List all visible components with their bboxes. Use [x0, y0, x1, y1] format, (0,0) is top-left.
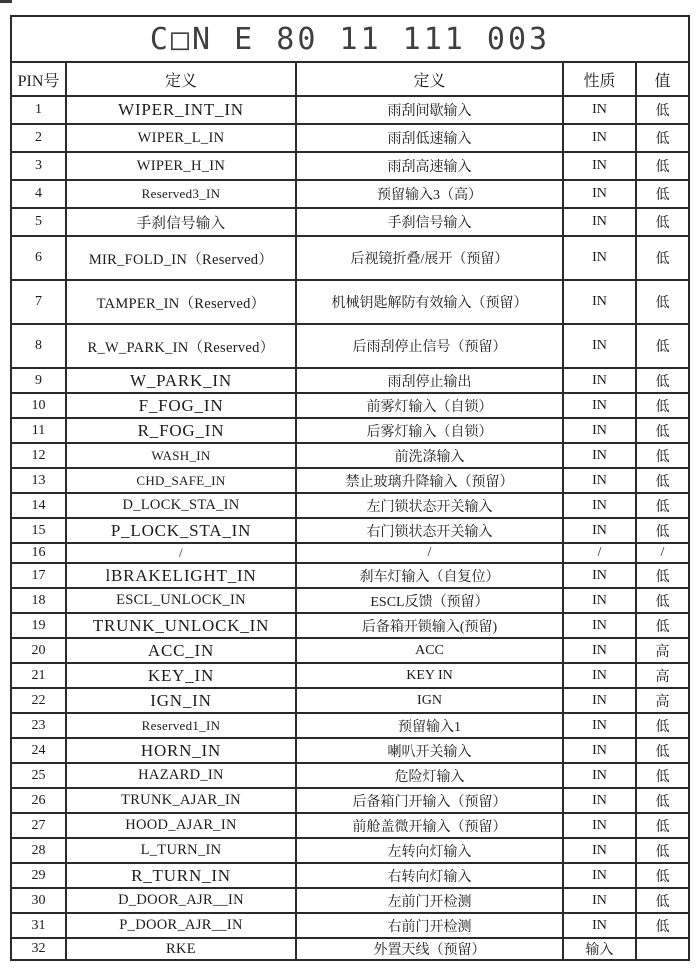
definition-cn-cell: 雨刮高速输入: [296, 152, 563, 180]
definition-cn-cell: 左门锁状态开关输入: [296, 493, 563, 518]
pin-row: [11, 863, 689, 888]
pin-number-cell: 5: [11, 208, 66, 236]
pin-number-cell: 10: [11, 393, 66, 418]
definition-cn-cell: 外置天线（预留）: [296, 938, 563, 960]
pin-row: [11, 393, 689, 418]
value-cell: 低: [636, 208, 689, 236]
definition-en-cell: WIPER_INT_IN: [66, 96, 296, 124]
definition-en-cell: R_W_PARK_IN（Reserved）: [66, 324, 296, 368]
definition-cn-cell: 刹车灯输入（自复位）: [296, 563, 563, 588]
property-cell: /: [563, 543, 636, 563]
pin-number-cell: 26: [11, 788, 66, 813]
definition-cn-cell: 喇叭开关输入: [296, 738, 563, 763]
value-cell: 低: [636, 152, 689, 180]
pin-number-cell: 7: [11, 280, 66, 324]
property-cell: IN: [563, 418, 636, 443]
value-cell: 低: [636, 443, 689, 468]
pin-number-cell: 12: [11, 443, 66, 468]
value-cell: 高: [636, 663, 689, 688]
column-header-property: 性质: [563, 62, 636, 96]
pin-number-cell: 17: [11, 563, 66, 588]
property-cell: IN: [563, 236, 636, 280]
pin-row: [11, 813, 689, 838]
pin-row: [11, 838, 689, 863]
pin-number-cell: 28: [11, 838, 66, 863]
pin-row: [11, 788, 689, 813]
pin-number-cell: 15: [11, 518, 66, 543]
pin-row: [11, 638, 689, 663]
definition-cn-cell: 预留输入3（高）: [296, 180, 563, 208]
value-cell: 低: [636, 280, 689, 324]
column-header-definition-en: 定义: [66, 62, 296, 96]
pin-number-cell: 24: [11, 738, 66, 763]
value-cell: 低: [636, 96, 689, 124]
pin-number-cell: 21: [11, 663, 66, 688]
property-cell: IN: [563, 913, 636, 938]
definition-cn-cell: 左转向灯输入: [296, 838, 563, 863]
property-cell: IN: [563, 180, 636, 208]
definition-cn-cell: 前洗涤输入: [296, 443, 563, 468]
definition-cn-cell: 前舱盖微开输入（预留）: [296, 813, 563, 838]
value-cell: 低: [636, 518, 689, 543]
property-cell: IN: [563, 493, 636, 518]
value-cell: 低: [636, 418, 689, 443]
value-cell: 低: [636, 124, 689, 152]
definition-cn-cell: 机械钥匙解防有效输入（预留）: [296, 280, 563, 324]
definition-en-cell: /: [66, 543, 296, 563]
property-cell: IN: [563, 518, 636, 543]
value-cell: 低: [636, 588, 689, 613]
pin-row: [11, 588, 689, 613]
pin-number-cell: 27: [11, 813, 66, 838]
scan-artifact-mark: [0, 0, 12, 3]
pin-row: [11, 663, 689, 688]
pin-number-cell: 3: [11, 152, 66, 180]
definition-en-cell: L_TURN_IN: [66, 838, 296, 863]
value-cell: 低: [636, 838, 689, 863]
definition-en-cell: ESCL_UNLOCK_IN: [66, 588, 296, 613]
definition-cn-cell: 前雾灯输入（自锁）: [296, 393, 563, 418]
value-cell: 低: [636, 368, 689, 393]
definition-cn-cell: 雨刮低速输入: [296, 124, 563, 152]
definition-en-cell: P_DOOR_AJR__IN: [66, 913, 296, 938]
definition-cn-cell: 后备箱门开输入（预留）: [296, 788, 563, 813]
definition-cn-cell: 右前门开检测: [296, 913, 563, 938]
property-cell: IN: [563, 888, 636, 913]
definition-en-cell: P_LOCK_STA_IN: [66, 518, 296, 543]
definition-en-cell: TAMPER_IN（Reserved）: [66, 280, 296, 324]
definition-en-cell: Reserved3_IN: [66, 180, 296, 208]
pin-number-cell: 19: [11, 613, 66, 638]
property-cell: IN: [563, 563, 636, 588]
value-cell: 低: [636, 180, 689, 208]
definition-cn-cell: ESCL反馈（预留）: [296, 588, 563, 613]
definition-en-cell: TRUNK_UNLOCK_IN: [66, 613, 296, 638]
definition-en-cell: ACC_IN: [66, 638, 296, 663]
property-cell: IN: [563, 393, 636, 418]
property-cell: 输入: [563, 938, 636, 960]
value-cell: 低: [636, 324, 689, 368]
definition-cn-cell: 禁止玻璃升降输入（预留）: [296, 468, 563, 493]
pin-row: [11, 888, 689, 913]
value-cell: 低: [636, 738, 689, 763]
definition-en-cell: IGN_IN: [66, 688, 296, 713]
pin-row: [11, 124, 689, 152]
pin-number-cell: 8: [11, 324, 66, 368]
pin-row: [11, 280, 689, 324]
pin-number-cell: 29: [11, 863, 66, 888]
definition-cn-cell: 后备箱开锁输入(预留): [296, 613, 563, 638]
pin-number-cell: 25: [11, 763, 66, 788]
pin-row: [11, 180, 689, 208]
definition-en-cell: WIPER_H_IN: [66, 152, 296, 180]
property-cell: IN: [563, 368, 636, 393]
value-cell: 低: [636, 236, 689, 280]
definition-cn-cell: 左前门开检测: [296, 888, 563, 913]
pin-row: [11, 763, 689, 788]
property-cell: IN: [563, 638, 636, 663]
property-cell: IN: [563, 613, 636, 638]
definition-en-cell: D_DOOR_AJR__IN: [66, 888, 296, 913]
column-header-definition-cn: 定义: [296, 62, 563, 96]
column-header-value: 值: [636, 62, 689, 96]
definition-cn-cell: ACC: [296, 638, 563, 663]
pin-definition-table: [10, 15, 690, 961]
pin-row: [11, 368, 689, 393]
property-cell: IN: [563, 324, 636, 368]
definition-cn-cell: IGN: [296, 688, 563, 713]
property-cell: IN: [563, 863, 636, 888]
definition-en-cell: lBRAKELIGHT_IN: [66, 563, 296, 588]
definition-cn-cell: 手刹信号输入: [296, 208, 563, 236]
definition-en-cell: RKE: [66, 938, 296, 960]
pin-table-body: [11, 96, 689, 960]
definition-cn-cell: 后视镜折叠/展开（预留）: [296, 236, 563, 280]
definition-en-cell: MIR_FOLD_IN（Reserved）: [66, 236, 296, 280]
definition-en-cell: WASH_IN: [66, 443, 296, 468]
pin-number-cell: 9: [11, 368, 66, 393]
property-cell: IN: [563, 838, 636, 863]
definition-en-cell: R_FOG_IN: [66, 418, 296, 443]
pin-row: [11, 563, 689, 588]
definition-cn-cell: 后雾灯输入（自锁）: [296, 418, 563, 443]
property-cell: IN: [563, 152, 636, 180]
property-cell: IN: [563, 713, 636, 738]
definition-en-cell: CHD_SAFE_IN: [66, 468, 296, 493]
pin-row: [11, 613, 689, 638]
value-cell: 低: [636, 563, 689, 588]
definition-en-cell: Reserved1_IN: [66, 713, 296, 738]
definition-en-cell: 手刹信号输入: [66, 208, 296, 236]
pin-number-cell: 1: [11, 96, 66, 124]
definition-en-cell: R_TURN_IN: [66, 863, 296, 888]
pin-row: [11, 324, 689, 368]
definition-cn-cell: 后雨刮停止信号（预留）: [296, 324, 563, 368]
value-cell: 低: [636, 763, 689, 788]
pin-number-cell: 20: [11, 638, 66, 663]
pin-row: [11, 236, 689, 280]
connector-title: C□N E 80 11 111 003: [11, 16, 689, 62]
definition-en-cell: KEY_IN: [66, 663, 296, 688]
pin-row: [11, 152, 689, 180]
pin-row: [11, 518, 689, 543]
pin-number-cell: 13: [11, 468, 66, 493]
property-cell: IN: [563, 96, 636, 124]
pin-row: [11, 96, 689, 124]
pin-number-cell: 14: [11, 493, 66, 518]
title-row: [11, 16, 689, 62]
value-cell: 低: [636, 863, 689, 888]
property-cell: IN: [563, 280, 636, 324]
pin-row: [11, 913, 689, 938]
property-cell: IN: [563, 468, 636, 493]
definition-en-cell: HAZARD_IN: [66, 763, 296, 788]
definition-cn-cell: 右转向灯输入: [296, 863, 563, 888]
definition-cn-cell: 雨刮停止输出: [296, 368, 563, 393]
pin-number-cell: 4: [11, 180, 66, 208]
property-cell: IN: [563, 788, 636, 813]
property-cell: IN: [563, 588, 636, 613]
pin-row: [11, 493, 689, 518]
definition-en-cell: W_PARK_IN: [66, 368, 296, 393]
pin-number-cell: 32: [11, 938, 66, 960]
property-cell: IN: [563, 443, 636, 468]
value-cell: 低: [636, 813, 689, 838]
pin-row: [11, 688, 689, 713]
definition-cn-cell: 危险灯输入: [296, 763, 563, 788]
value-cell: 低: [636, 913, 689, 938]
property-cell: IN: [563, 738, 636, 763]
pin-number-cell: 23: [11, 713, 66, 738]
definition-cn-cell: 预留输入1: [296, 713, 563, 738]
definition-en-cell: WIPER_L_IN: [66, 124, 296, 152]
pin-row: [11, 543, 689, 563]
definition-cn-cell: /: [296, 543, 563, 563]
property-cell: IN: [563, 813, 636, 838]
pin-number-cell: 30: [11, 888, 66, 913]
pin-number-cell: 2: [11, 124, 66, 152]
pin-number-cell: 31: [11, 913, 66, 938]
column-header-pin: PIN号: [11, 62, 66, 96]
property-cell: IN: [563, 663, 636, 688]
pin-number-cell: 18: [11, 588, 66, 613]
value-cell: 低: [636, 888, 689, 913]
definition-en-cell: TRUNK_AJAR_IN: [66, 788, 296, 813]
definition-en-cell: F_FOG_IN: [66, 393, 296, 418]
definition-en-cell: HORN_IN: [66, 738, 296, 763]
value-cell: 低: [636, 788, 689, 813]
pin-row: [11, 738, 689, 763]
pin-number-cell: 6: [11, 236, 66, 280]
definition-en-cell: HOOD_AJAR_IN: [66, 813, 296, 838]
pin-row: [11, 443, 689, 468]
value-cell: 低: [636, 493, 689, 518]
definition-cn-cell: 右门锁状态开关输入: [296, 518, 563, 543]
header-row: [11, 62, 689, 96]
value-cell: [636, 938, 689, 960]
property-cell: IN: [563, 688, 636, 713]
value-cell: 低: [636, 468, 689, 493]
definition-en-cell: D_LOCK_STA_IN: [66, 493, 296, 518]
pin-row: [11, 418, 689, 443]
property-cell: IN: [563, 763, 636, 788]
value-cell: 高: [636, 688, 689, 713]
pin-number-cell: 11: [11, 418, 66, 443]
value-cell: 低: [636, 393, 689, 418]
value-cell: 高: [636, 638, 689, 663]
value-cell: 低: [636, 613, 689, 638]
property-cell: IN: [563, 124, 636, 152]
value-cell: /: [636, 543, 689, 563]
property-cell: IN: [563, 208, 636, 236]
pin-number-cell: 16: [11, 543, 66, 563]
pin-row: [11, 208, 689, 236]
definition-cn-cell: 雨刮间歇输入: [296, 96, 563, 124]
pin-row: [11, 713, 689, 738]
definition-cn-cell: KEY IN: [296, 663, 563, 688]
pin-row: [11, 468, 689, 493]
pin-row: [11, 938, 689, 960]
value-cell: 低: [636, 713, 689, 738]
pin-number-cell: 22: [11, 688, 66, 713]
